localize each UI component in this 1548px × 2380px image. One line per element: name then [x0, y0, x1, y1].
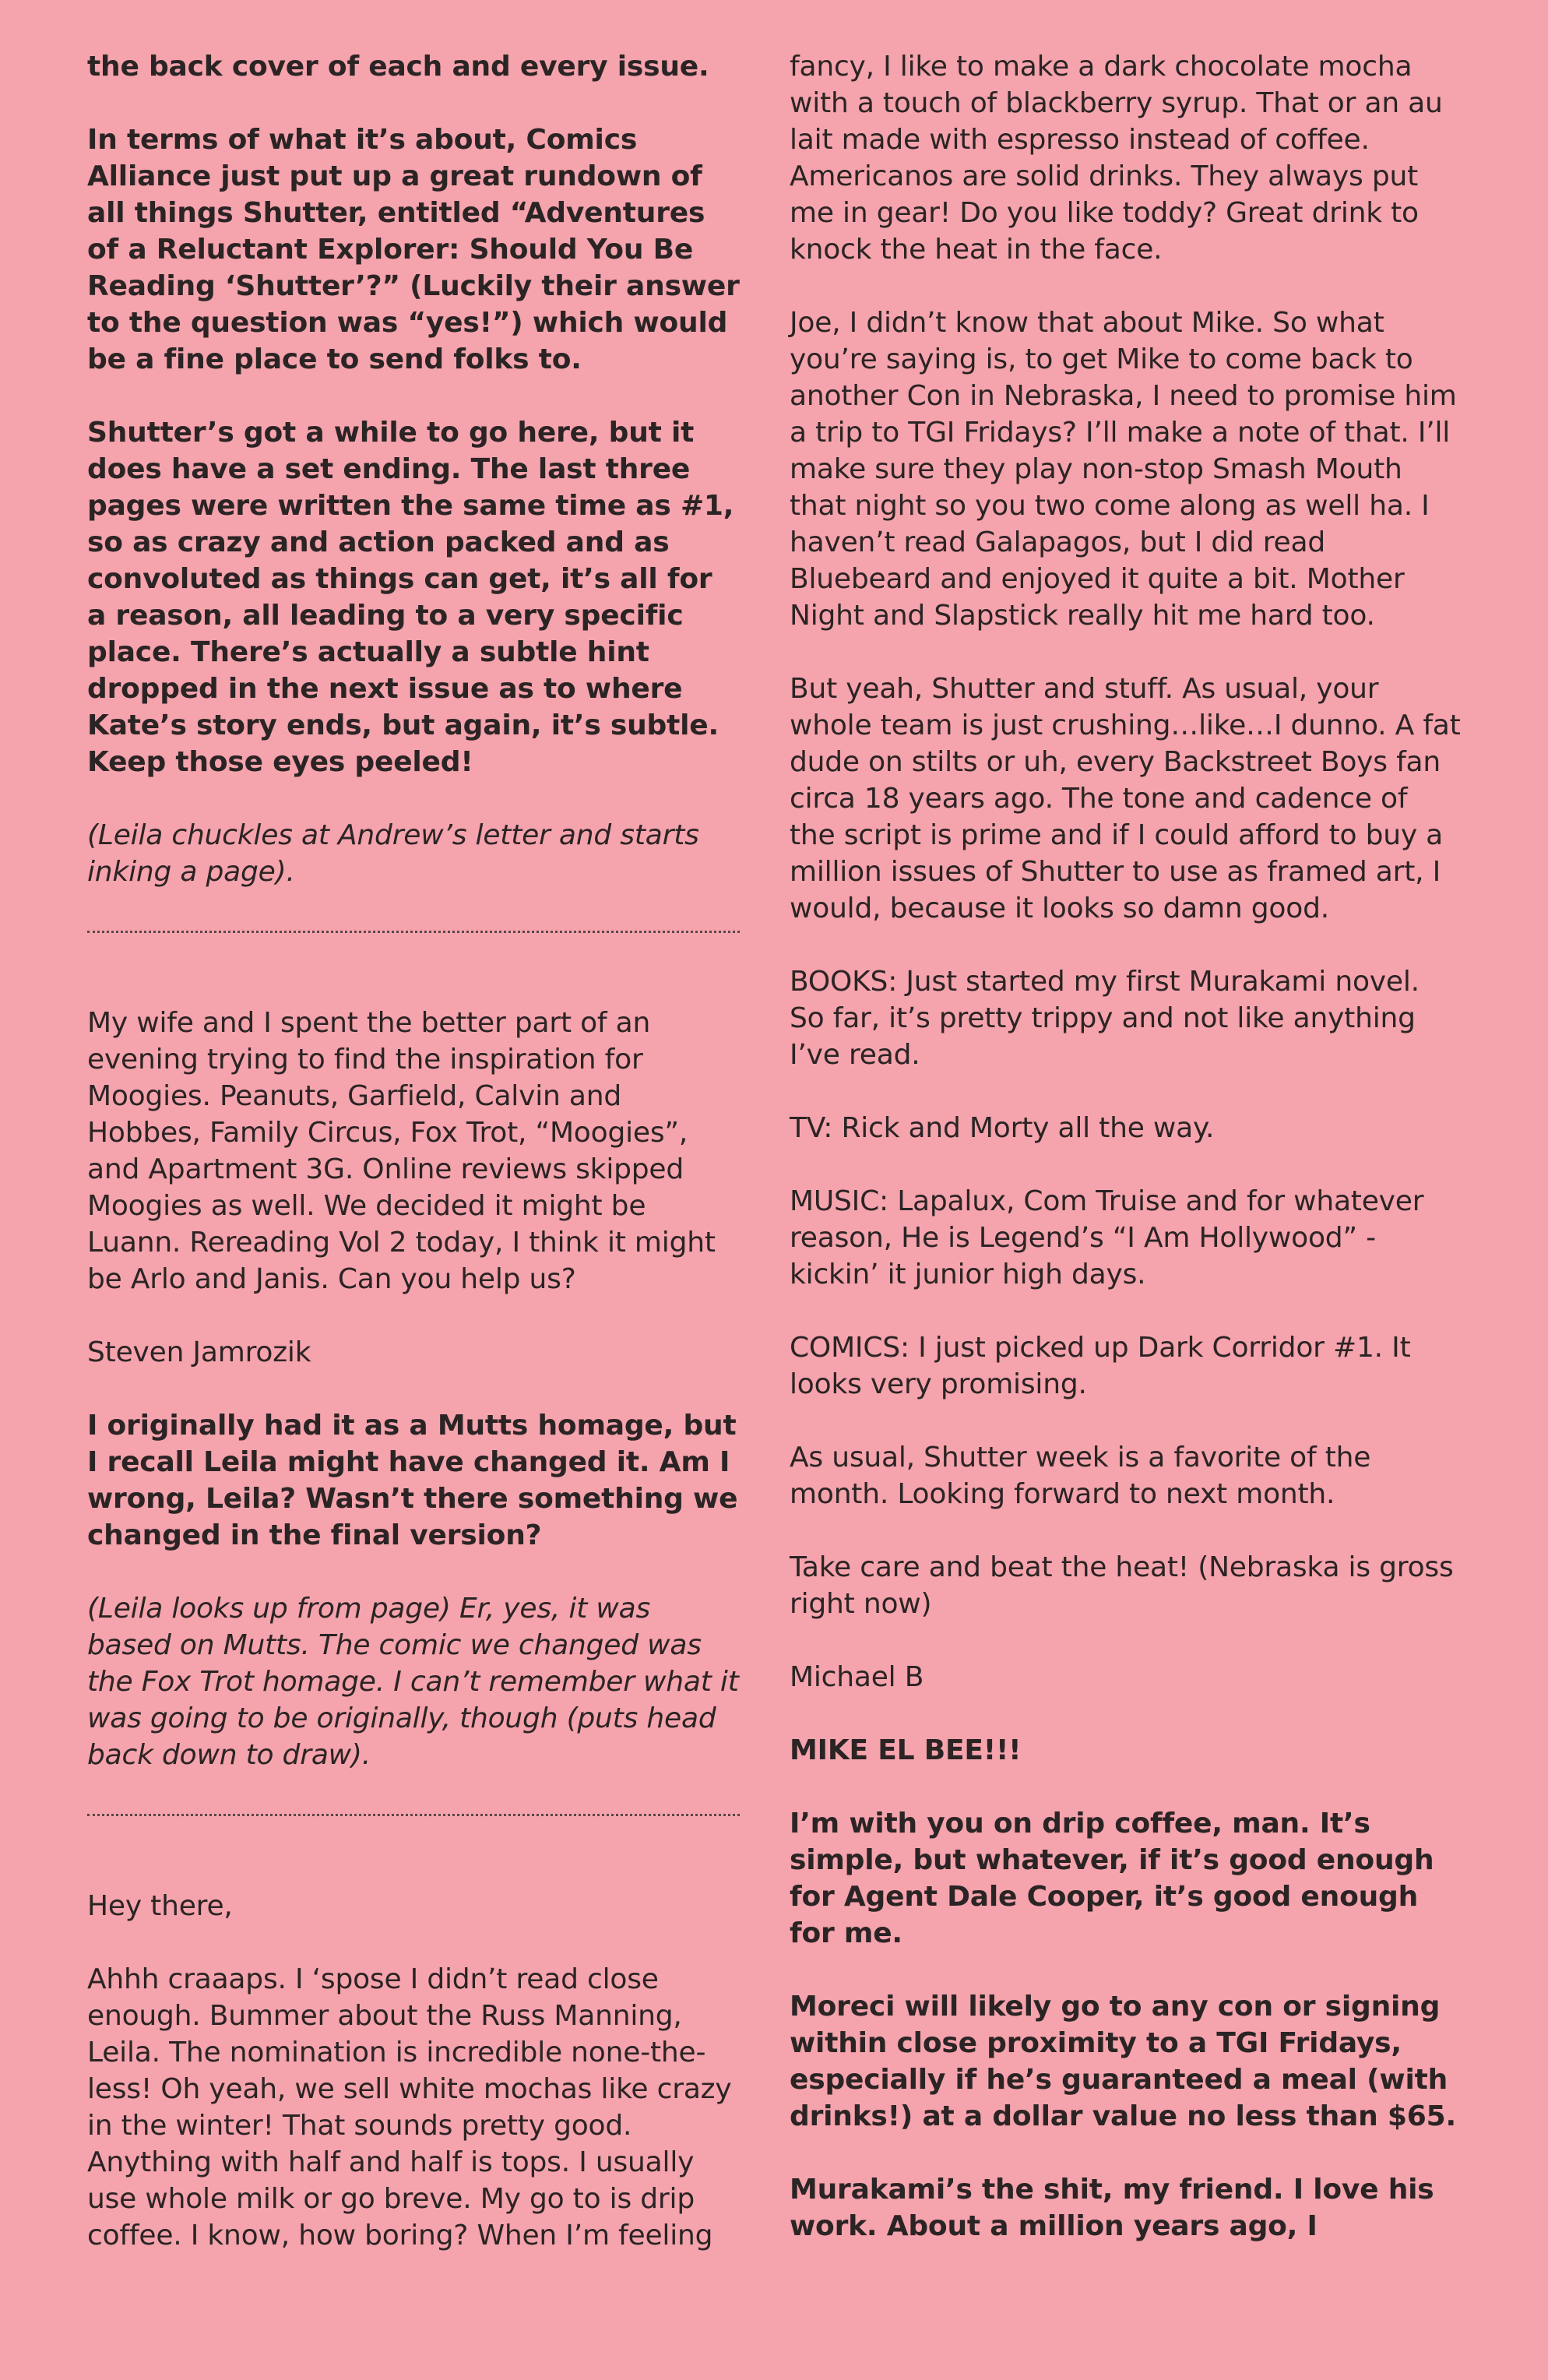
letter-paragraph: My wife and I spent the better part of an evening trying to find the inspiration for Moogies. Peanuts, Garfield, Calvin and Hobbes, Family Circus, Fox Trot, “Moogies”, and Apartment 3G. Online reviews skipped Moogies as well. We decided it might be Luann. Rereading Vol 2 today, I think it might be Arlo and Janis. Can you help us? [87, 1007, 716, 1295]
letter-paragraph: Ahhh craaaps. I ‘spose I didn’t read close enough. Bummer about the Russ Manning, Leila. The nomination is incredible none-the-less! Oh yeah, we sell white mochas like crazy in the winter! That sounds pretty good. Anything with half and half is tops. I usually use whole milk or go breve. My go to is drip coffee. I know, how boring? When I’m feeling [87, 1963, 732, 2251]
response-paragraph: In terms of what it’s about, Comics Alliance just put up a great rundown of all things Shutter, entitled “Adventures of a Reluctant Explorer: Should You Be Reading ‘Shutter’?” (Luckily their answer to the question was “yes!”) which would be a fine place to send folks to. [87, 124, 740, 375]
letter-tv: TV: Rick and Morty all the way. [790, 1112, 1215, 1144]
letter-paragraph: Take care and beat the heat! (Nebraska is gross right now) [790, 1551, 1454, 1620]
letter-comics: COMICS: I just picked up Dark Corridor #1. It looks very promising. [790, 1332, 1411, 1400]
response-paragraph: I originally had it as a Mutts homage, but I recall Leila might have changed it. Am I wrong, Leila? Wasn’t there something we changed in the final version? [87, 1410, 738, 1551]
letter-paragraph: Joe, I didn’t know that about Mike. So what you’re saying is, to get Mike to come back to another Con in Nebraska, I need to promise him a trip to TGI Fridays? I’ll make a note of that. I’ll make sure they play non-stop Smash Mouth that night so you two come along as well ha. I haven’t read Galapagos, but I did read Bluebeard and enjoyed it quite a bit. Mother Night and Slapstick really hit me hard too. [790, 307, 1457, 632]
letter-greeting: Hey there, [87, 1890, 233, 1922]
response-paragraph: Moreci will likely go to any con or signing within close proximity to a TGI Fridays, especially if he’s guaranteed a meal (with drinks!) at a dollar value no less than $65. [790, 1991, 1456, 2132]
letter-paragraph: As usual, Shutter week is a favorite of the month. Looking forward to next month. [790, 1442, 1371, 1510]
right-column [790, 48, 1461, 2244]
letter-divider [87, 1814, 740, 1816]
letter-divider [87, 931, 740, 933]
response-paragraph: I’m with you on drip coffee, man. It’s simple, but whatever, if it’s good enough for Agent Dale Cooper, it’s good enough for me. [790, 1808, 1434, 1949]
response-paragraph: Murakami’s the shit, my friend. I love his work. About a million years ago, I [790, 2174, 1434, 2242]
left-column [87, 48, 740, 2254]
response-paragraph: the back cover of each and every issue. [87, 51, 709, 83]
letter-paragraph: But yeah, Shutter and stuff. As usual, your whole team is just crushing…like…I dunno. A fat dude on stilts or uh, every Backstreet Boys fan circa 18 years ago. The tone and cadence of the script is prime and if I could afford to buy a million issues of Shutter to use as framed art, I would, because it looks so damn good. [790, 673, 1461, 924]
response-heading: MIKE EL BEE!!! [790, 1734, 1022, 1766]
stage-direction: (Leila looks up from page) Er, yes, it was based on Mutts. The comic we changed was the Fox Trot homage. I can’t remember what it was going to be originally, though (puts head back down to draw). [87, 1593, 739, 1771]
stage-direction: (Leila chuckles at Andrew’s letter and starts inking a page). [87, 819, 699, 888]
letter-books: BOOKS: Just started my first Murakami novel. So far, it’s pretty trippy and not like anything I’ve read. [790, 966, 1420, 1071]
letter-paragraph: fancy, I like to make a dark chocolate mocha with a touch of blackberry syrup. That or an au lait made with espresso instead of coffee. Americanos are solid drinks. They always put me in gear! Do you like toddy? Great drink to knock the heat in the face. [790, 51, 1443, 266]
letter-signature: Steven Jamrozik [87, 1336, 311, 1368]
response-paragraph: Shutter’s got a while to go here, but it does have a set ending. The last three pages were written the same time as #1, so as crazy and action packed and as convoluted as things can get, it’s all for a reason, all leading to a very specific place. There’s actually a subtle hint dropped in the next issue as to where Kate’s story ends, but again, it’s subtle. Keep those eyes peeled! [87, 417, 734, 778]
letter-music: MUSIC: Lapalux, Com Truise and for whatever reason, He is Legend’s “I Am Hollywood” - kickin’ it junior high days. [790, 1185, 1424, 1290]
letter-signature: Michael B [790, 1661, 924, 1693]
